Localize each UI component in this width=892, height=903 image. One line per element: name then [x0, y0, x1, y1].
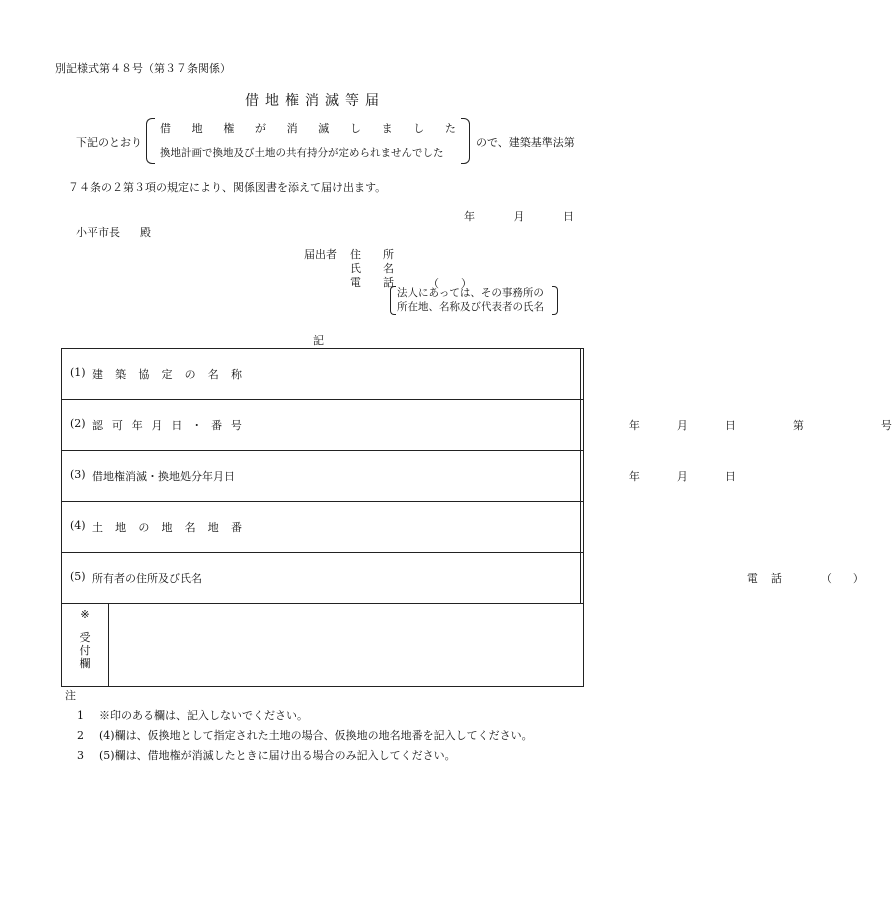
applicant-block	[304, 248, 394, 290]
row-label: (3) 借地権消滅・換地処分年月日	[62, 451, 581, 502]
phone-label: 電 話	[350, 276, 394, 289]
intro-after: ので、建築基準法第	[476, 136, 575, 149]
row-label: (1) 建 築 協 定 の 名 称	[62, 349, 581, 400]
note-item: 2 (4)欄は、仮換地として指定された土地の場合、仮換地の地名地番を記入してください。	[77, 729, 533, 742]
right-bracket	[461, 118, 470, 164]
table-row	[62, 604, 584, 687]
note-item: 3 (5)欄は、借地権が消滅したときに届け出る場合のみ記入してください。	[77, 749, 456, 762]
table-row	[62, 349, 584, 400]
applicant-heading: 届出者	[304, 248, 337, 261]
lot-number-field[interactable]	[580, 502, 583, 553]
details-table	[61, 348, 892, 687]
name-label: 氏 名	[350, 262, 394, 275]
owner-address-name-field[interactable]: 電 話 （ ）	[580, 553, 583, 604]
table-row	[62, 451, 584, 502]
note-item: 1 ※印のある欄は、記入しないでください。	[77, 709, 308, 722]
phone-parentheses: （ ）	[428, 277, 472, 290]
form-number: 別記様式第４８号（第３７条関係）	[55, 62, 231, 75]
left-bracket	[146, 118, 155, 164]
month-label: 月	[513, 210, 525, 223]
row-label: (2) 認 可 年 月 日 ・ 番 号	[62, 400, 581, 451]
row-label: (4) 土 地 の 地 名 地 番	[62, 502, 581, 553]
agreement-name-field[interactable]	[580, 349, 583, 400]
corporate-note: 法人にあっては、その事務所の 所在地、名称及び代表者の氏名	[390, 286, 558, 314]
option-not-determined: 換地計画で換地及び土地の共有持分が定められませんでした	[160, 147, 444, 159]
intro-line2: ７４条の２第３項の規定により、関係図書を添えて届け出ます。	[68, 181, 387, 194]
reception-field	[109, 604, 584, 687]
ki-heading: 記	[313, 334, 324, 347]
intro-option-bracket	[146, 118, 470, 164]
submission-date	[464, 208, 574, 224]
day-label: 日	[563, 210, 574, 223]
address-label: 住 所	[350, 248, 394, 261]
addressee: 小平市長 殿	[76, 226, 151, 239]
row-label: (5) 所有者の住所及び氏名	[62, 553, 581, 604]
notes-heading: 注	[65, 689, 76, 702]
table-row	[62, 502, 584, 553]
notes	[65, 686, 533, 766]
intro-before: 下記のとおり	[76, 136, 142, 149]
approval-date-number-field[interactable]: 年 月 日 第 号	[580, 400, 583, 451]
option-extinguished: 借 地 権 が 消 滅 し ま し た	[160, 122, 456, 135]
year-label: 年	[464, 210, 475, 223]
reception-label: ※ 受 付 欄	[62, 604, 109, 687]
document-title: 借地権消滅等届	[245, 93, 385, 109]
table-row	[62, 400, 584, 451]
table-row	[62, 553, 584, 604]
extinguish-date-field[interactable]: 年 月 日	[580, 451, 583, 502]
